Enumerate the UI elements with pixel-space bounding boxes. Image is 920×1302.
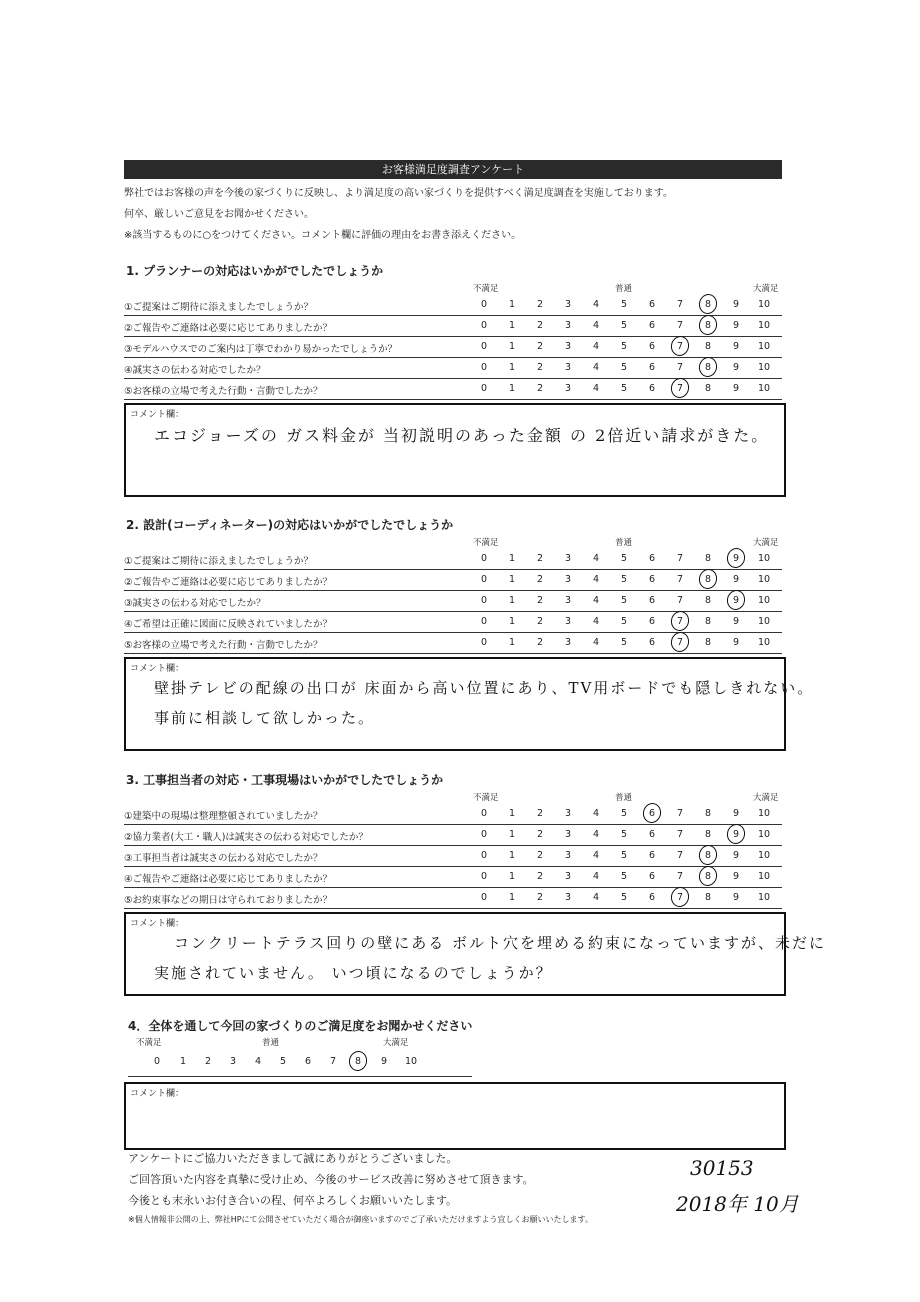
question-label: ⑤お客様の立場で考えた行動・言動でしたか？ bbox=[124, 640, 323, 651]
rating-option[interactable]: 6 bbox=[648, 871, 656, 882]
rating-option[interactable]: 9 bbox=[729, 553, 743, 564]
comment-box[interactable] bbox=[124, 403, 786, 497]
rating-option[interactable]: 8 bbox=[704, 341, 712, 352]
scale-label-high: 大満足 bbox=[753, 284, 779, 294]
rating-option[interactable]: 7 bbox=[676, 362, 684, 373]
rating-option[interactable]: 5 bbox=[620, 320, 628, 331]
comment-label: コメント欄： bbox=[130, 919, 185, 929]
rating-option[interactable]: 9 bbox=[729, 829, 743, 840]
question-label: ①ご提案はご期待に添えましたでしょうか？ bbox=[124, 556, 314, 567]
rating-option[interactable]: 10 bbox=[757, 808, 771, 819]
rating-option[interactable]: 7 bbox=[676, 299, 684, 310]
selected-rating-circle bbox=[347, 1049, 370, 1073]
rating-option[interactable]: 5 bbox=[620, 637, 628, 648]
rating-option[interactable]: 5 bbox=[620, 871, 628, 882]
scale-label-high: 大満足 bbox=[753, 538, 779, 548]
rating-option[interactable]: 1 bbox=[508, 320, 516, 331]
rating-option[interactable]: 1 bbox=[508, 362, 516, 373]
rating-option[interactable]: 3 bbox=[564, 871, 572, 882]
rating-option[interactable]: 2 bbox=[536, 850, 544, 861]
rating-option[interactable]: 0 bbox=[480, 892, 488, 903]
selected-rating-circle bbox=[725, 822, 748, 846]
rating-option[interactable]: 0 bbox=[480, 616, 488, 627]
rating-option[interactable]: 6 bbox=[648, 850, 656, 861]
rating-option[interactable]: 0 bbox=[480, 320, 488, 331]
rating-option[interactable]: 0 bbox=[480, 637, 488, 648]
rating-option[interactable]: 0 bbox=[480, 808, 488, 819]
comment-label: コメント欄： bbox=[130, 1089, 185, 1099]
rating-option[interactable]: 9 bbox=[732, 637, 740, 648]
rating-option[interactable]: 6 bbox=[648, 892, 656, 903]
rating-option[interactable]: 4 bbox=[592, 829, 600, 840]
rating-option[interactable]: 10 bbox=[757, 850, 771, 861]
rating-option[interactable]: 3 bbox=[564, 850, 572, 861]
question-label: ③工事担当者は誠実さの伝わる対応でしたか？ bbox=[124, 853, 323, 864]
question-label: ⑤お約束事などの期日は守られておりましたか？ bbox=[124, 895, 333, 906]
rating-option[interactable]: 2 bbox=[536, 616, 544, 627]
question-row bbox=[124, 846, 782, 867]
rating-option[interactable]: 8 bbox=[704, 616, 712, 627]
rating-option[interactable]: 10 bbox=[404, 1056, 418, 1067]
question-row bbox=[124, 379, 782, 400]
rating-option[interactable]: 5 bbox=[620, 362, 628, 373]
scale-label-mid: 普通 bbox=[262, 1038, 280, 1048]
rating-option[interactable]: 2 bbox=[536, 574, 544, 585]
rating-option[interactable]: 0 bbox=[480, 299, 488, 310]
rating-option[interactable]: 9 bbox=[732, 892, 740, 903]
rating-option[interactable]: 9 bbox=[732, 383, 740, 394]
rating-option[interactable]: 3 bbox=[564, 892, 572, 903]
question-row bbox=[124, 358, 782, 379]
handwritten-date: 2018年 10月 bbox=[676, 1192, 799, 1216]
rating-option[interactable]: 10 bbox=[757, 574, 771, 585]
selected-rating-circle bbox=[669, 630, 692, 654]
rating-option[interactable]: 3 bbox=[229, 1056, 237, 1067]
rating-option[interactable]: 8 bbox=[701, 574, 715, 585]
intro-line: 弊社ではお客様の声を今後の家づくりに反映し、より満足度の高い家づくりを提供すべく満足度調査を実施しております。 bbox=[124, 188, 673, 199]
rating-option[interactable]: 5 bbox=[620, 616, 628, 627]
rating-option[interactable]: 9 bbox=[380, 1056, 388, 1067]
question-label: ③モデルハウスでのご案内は丁寧でわかり易かったでしょうか？ bbox=[124, 344, 398, 355]
question-label: ②ご報告やご連絡は必要に応じてありましたか？ bbox=[124, 577, 333, 588]
comment-label: コメント欄： bbox=[130, 664, 185, 674]
rating-option[interactable]: 1 bbox=[508, 595, 516, 606]
rating-option[interactable]: 8 bbox=[704, 808, 712, 819]
scale-label-low: 不満足 bbox=[473, 793, 499, 803]
rating-option[interactable]: 8 bbox=[704, 637, 712, 648]
rating-option[interactable]: 3 bbox=[564, 595, 572, 606]
rating-option[interactable]: 3 bbox=[564, 362, 572, 373]
rating-option[interactable]: 0 bbox=[480, 362, 488, 373]
rating-option[interactable]: 5 bbox=[620, 892, 628, 903]
comment-label: コメント欄： bbox=[130, 410, 185, 420]
rating-option[interactable]: 3 bbox=[564, 637, 572, 648]
rating-option[interactable]: 5 bbox=[620, 299, 628, 310]
rating-option[interactable]: 6 bbox=[648, 362, 656, 373]
rating-option[interactable]: 7 bbox=[673, 383, 687, 394]
rating-option[interactable]: 9 bbox=[732, 362, 740, 373]
rating-option[interactable]: 6 bbox=[648, 320, 656, 331]
rating-option[interactable]: 4 bbox=[592, 808, 600, 819]
overall-rating-scale bbox=[128, 1036, 472, 1077]
question-row bbox=[124, 295, 782, 316]
rating-option[interactable]: 7 bbox=[676, 320, 684, 331]
selected-rating-circle bbox=[697, 313, 720, 337]
question-label: ④ご希望は正確に図面に反映されていましたか？ bbox=[124, 619, 333, 630]
scale-label-mid: 普通 bbox=[615, 538, 633, 548]
rating-option[interactable]: 5 bbox=[620, 574, 628, 585]
rating-option[interactable]: 3 bbox=[564, 341, 572, 352]
rating-option[interactable]: 4 bbox=[592, 362, 600, 373]
question-row bbox=[124, 591, 782, 612]
rating-option[interactable]: 1 bbox=[508, 616, 516, 627]
section-title: 3. 工事担当者の対応・工事現場はいかがでしたでしょうか bbox=[126, 773, 444, 787]
rating-option[interactable]: 8 bbox=[351, 1056, 365, 1067]
rating-option[interactable]: 0 bbox=[480, 829, 488, 840]
rating-option[interactable]: 5 bbox=[620, 383, 628, 394]
comment-box[interactable] bbox=[124, 912, 827, 996]
selected-rating-circle bbox=[669, 334, 692, 358]
selected-rating-circle bbox=[725, 546, 748, 570]
rating-option[interactable]: 10 bbox=[757, 299, 771, 310]
rating-option[interactable]: 3 bbox=[564, 299, 572, 310]
rating-option[interactable]: 10 bbox=[757, 637, 771, 648]
rating-option[interactable]: 2 bbox=[536, 362, 544, 373]
rating-option[interactable]: 7 bbox=[676, 595, 684, 606]
question-label: ④誠実さの伝わる対応でしたか？ bbox=[124, 365, 266, 376]
rating-option[interactable]: 2 bbox=[536, 892, 544, 903]
intro-line: 何卒、厳しいご意見をお聞かせください。 bbox=[124, 209, 314, 220]
rating-option[interactable]: 7 bbox=[673, 637, 687, 648]
rating-option[interactable]: 1 bbox=[508, 871, 516, 882]
rating-option[interactable]: 6 bbox=[648, 829, 656, 840]
rating-option[interactable]: 9 bbox=[732, 850, 740, 861]
scale-label-low: 不満足 bbox=[473, 538, 499, 548]
handwritten-comment: 実施されていません。 いつ頃になるのでしょうか？ bbox=[154, 964, 553, 982]
rating-option[interactable]: 4 bbox=[592, 341, 600, 352]
rating-option[interactable]: 1 bbox=[508, 808, 516, 819]
rating-option[interactable]: 8 bbox=[704, 595, 712, 606]
rating-option[interactable]: 1 bbox=[508, 829, 516, 840]
rating-option[interactable]: 7 bbox=[676, 553, 684, 564]
rating-option[interactable]: 4 bbox=[592, 299, 600, 310]
rating-option[interactable]: 5 bbox=[620, 850, 628, 861]
rating-option[interactable]: 10 bbox=[757, 383, 771, 394]
question-row bbox=[124, 867, 782, 888]
rating-option[interactable]: 4 bbox=[592, 595, 600, 606]
selected-rating-circle bbox=[697, 567, 720, 591]
selected-rating-circle bbox=[669, 885, 692, 909]
rating-option[interactable]: 7 bbox=[673, 616, 687, 627]
handwritten-comment: コンクリートテラス回りの壁にある ボルト穴を埋める約束になっていますが、未だに bbox=[174, 934, 827, 952]
selected-rating-circle bbox=[697, 864, 720, 888]
rating-option[interactable]: 4 bbox=[592, 320, 600, 331]
rating-option[interactable]: 9 bbox=[732, 616, 740, 627]
selected-rating-circle bbox=[669, 609, 692, 633]
rating-option[interactable]: 2 bbox=[536, 553, 544, 564]
handwritten-comment: 事前に相談して欲しかった。 bbox=[154, 709, 376, 727]
rating-option[interactable]: 0 bbox=[480, 871, 488, 882]
rating-option[interactable]: 4 bbox=[592, 616, 600, 627]
rating-option[interactable]: 4 bbox=[592, 637, 600, 648]
rating-option[interactable]: 1 bbox=[508, 892, 516, 903]
rating-option[interactable]: 1 bbox=[508, 574, 516, 585]
section-title: 1. プランナーの対応はいかがでしたでしょうか bbox=[126, 264, 384, 278]
rating-option[interactable]: 1 bbox=[508, 850, 516, 861]
rating-option[interactable]: 4 bbox=[254, 1056, 262, 1067]
rating-option[interactable]: 6 bbox=[645, 808, 659, 819]
rating-option[interactable]: 8 bbox=[701, 362, 715, 373]
question-row bbox=[124, 888, 782, 909]
rating-option[interactable]: 10 bbox=[757, 362, 771, 373]
rating-option[interactable]: 9 bbox=[732, 871, 740, 882]
rating-option[interactable]: 3 bbox=[564, 616, 572, 627]
handwritten-id: 30153 bbox=[690, 1156, 754, 1180]
rating-option[interactable]: 9 bbox=[732, 320, 740, 331]
scale-label-mid: 普通 bbox=[615, 284, 633, 294]
rating-option[interactable]: 10 bbox=[757, 616, 771, 627]
question-label: ①建築中の現場は整理整頓されていましたか？ bbox=[124, 811, 323, 822]
rating-option[interactable]: 2 bbox=[536, 299, 544, 310]
question-row bbox=[124, 570, 782, 591]
rating-option[interactable]: 6 bbox=[648, 553, 656, 564]
rating-option[interactable]: 3 bbox=[564, 383, 572, 394]
rating-option[interactable]: 8 bbox=[701, 871, 715, 882]
question-row bbox=[124, 549, 782, 570]
rating-option[interactable]: 6 bbox=[648, 595, 656, 606]
question-row bbox=[124, 316, 782, 337]
rating-option[interactable]: 7 bbox=[673, 341, 687, 352]
rating-option[interactable]: 10 bbox=[757, 892, 771, 903]
rating-option[interactable]: 10 bbox=[757, 341, 771, 352]
rating-option[interactable]: 8 bbox=[701, 320, 715, 331]
rating-option[interactable]: 9 bbox=[732, 299, 740, 310]
rating-option[interactable]: 8 bbox=[704, 829, 712, 840]
survey-title: お客様満足度調査アンケート bbox=[124, 160, 782, 179]
rating-option[interactable]: 0 bbox=[480, 850, 488, 861]
rating-option[interactable]: 7 bbox=[676, 574, 684, 585]
rating-option[interactable]: 1 bbox=[508, 341, 516, 352]
rating-option[interactable]: 4 bbox=[592, 553, 600, 564]
rating-option[interactable]: 10 bbox=[757, 553, 771, 564]
rating-option[interactable]: 6 bbox=[304, 1056, 312, 1067]
question-label: ③誠実さの伝わる対応でしたか？ bbox=[124, 598, 266, 609]
section-title: 4．全体を通して今回の家づくりのご満足度をお聞かせください bbox=[128, 1019, 473, 1033]
rating-option[interactable]: 4 bbox=[592, 871, 600, 882]
handwritten-comment: 壁掛テレビの配線の出口が 床面から高い位置にあり、TV用ボードでも隠しきれない。 bbox=[154, 679, 815, 697]
rating-option[interactable]: 7 bbox=[676, 808, 684, 819]
rating-option[interactable]: 2 bbox=[536, 871, 544, 882]
question-row bbox=[124, 804, 782, 825]
rating-option[interactable]: 8 bbox=[704, 892, 712, 903]
closing-line: アンケートにご協力いただきまして誠にありがとうございました。 bbox=[128, 1152, 458, 1165]
rating-option[interactable]: 0 bbox=[480, 595, 488, 606]
scale-label-low: 不満足 bbox=[473, 284, 499, 294]
rating-option[interactable]: 2 bbox=[536, 595, 544, 606]
selected-rating-circle bbox=[697, 292, 720, 316]
closing-line: 今後とも末永いお付き合いの程、何卒よろしくお願いいたします。 bbox=[128, 1194, 458, 1207]
rating-option[interactable]: 2 bbox=[536, 383, 544, 394]
question-row bbox=[124, 633, 782, 654]
closing-line: ご回答頂いた内容を真摯に受け止め、今後のサービス改善に努めさせて頂きます。 bbox=[128, 1173, 534, 1186]
rating-option[interactable]: 5 bbox=[620, 595, 628, 606]
rating-option[interactable]: 10 bbox=[757, 595, 771, 606]
rating-option[interactable]: 6 bbox=[648, 637, 656, 648]
scale-label-high: 大満足 bbox=[753, 793, 779, 803]
question-label: ②協力業者(大工・職人)は誠実さの伝わる対応でしたか？ bbox=[124, 832, 368, 843]
rating-option[interactable]: 7 bbox=[329, 1056, 337, 1067]
rating-option[interactable]: 8 bbox=[701, 299, 715, 310]
rating-option[interactable]: 5 bbox=[620, 553, 628, 564]
rating-option[interactable]: 2 bbox=[536, 829, 544, 840]
question-label: ④ご報告やご連絡は必要に応じてありましたか？ bbox=[124, 874, 333, 885]
rating-option[interactable]: 0 bbox=[480, 553, 488, 564]
rating-option[interactable]: 8 bbox=[704, 553, 712, 564]
rating-option[interactable]: 7 bbox=[676, 871, 684, 882]
comment-box[interactable] bbox=[124, 657, 815, 751]
rating-option[interactable]: 5 bbox=[279, 1056, 287, 1067]
question-label: ②ご報告やご連絡は必要に応じてありましたか？ bbox=[124, 323, 333, 334]
selected-rating-circle bbox=[697, 355, 720, 379]
rating-option[interactable]: 2 bbox=[204, 1056, 212, 1067]
rating-option[interactable]: 2 bbox=[536, 341, 544, 352]
rating-option[interactable]: 2 bbox=[536, 637, 544, 648]
rating-option[interactable]: 8 bbox=[704, 383, 712, 394]
rating-option[interactable]: 10 bbox=[757, 320, 771, 331]
rating-option[interactable]: 5 bbox=[620, 808, 628, 819]
question-row bbox=[124, 612, 782, 633]
handwritten-comment: エコジョーズの ガス料金が 当初説明のあった金額 の 2倍近い請求がきた。 bbox=[154, 426, 770, 445]
rating-option[interactable]: 3 bbox=[564, 553, 572, 564]
rating-option[interactable]: 10 bbox=[757, 829, 771, 840]
rating-option[interactable]: 4 bbox=[592, 892, 600, 903]
rating-option[interactable]: 9 bbox=[732, 808, 740, 819]
rating-option[interactable]: 3 bbox=[564, 808, 572, 819]
question-label: ①ご提案はご期待に添えましたでしょうか？ bbox=[124, 302, 314, 313]
intro-line: ※該当するものに○をつけてください。コメント欄に評価の理由をお書き添えください。 bbox=[124, 230, 522, 241]
rating-option[interactable]: 7 bbox=[676, 829, 684, 840]
footnote: ※個人情報非公開の上、弊社HPにて公開させていただく場合が御座いますのでご了承いただけますよう宜しくお願いいたします。 bbox=[128, 1215, 593, 1224]
selected-rating-circle bbox=[725, 588, 748, 612]
scale-label-mid: 普通 bbox=[615, 793, 633, 803]
rating-option[interactable]: 9 bbox=[732, 341, 740, 352]
rating-option[interactable]: 1 bbox=[508, 637, 516, 648]
rating-option[interactable]: 0 bbox=[480, 341, 488, 352]
rating-option[interactable]: 5 bbox=[620, 341, 628, 352]
rating-option[interactable]: 1 bbox=[508, 553, 516, 564]
rating-option[interactable]: 6 bbox=[648, 616, 656, 627]
rating-option[interactable]: 9 bbox=[729, 595, 743, 606]
rating-option[interactable]: 6 bbox=[648, 341, 656, 352]
rating-option[interactable]: 5 bbox=[620, 829, 628, 840]
comment-box[interactable] bbox=[124, 1082, 786, 1150]
question-label: ⑤お客様の立場で考えた行動・言動でしたか？ bbox=[124, 386, 323, 397]
rating-option[interactable]: 8 bbox=[701, 850, 715, 861]
rating-option[interactable]: 1 bbox=[179, 1056, 187, 1067]
rating-option[interactable]: 6 bbox=[648, 574, 656, 585]
rating-option[interactable]: 3 bbox=[564, 829, 572, 840]
rating-option[interactable]: 7 bbox=[676, 850, 684, 861]
rating-option[interactable]: 0 bbox=[153, 1056, 161, 1067]
rating-option[interactable]: 6 bbox=[648, 383, 656, 394]
rating-option[interactable]: 2 bbox=[536, 320, 544, 331]
rating-option[interactable]: 4 bbox=[592, 850, 600, 861]
scale-label-high: 大満足 bbox=[383, 1038, 409, 1048]
rating-option[interactable]: 3 bbox=[564, 320, 572, 331]
rating-option[interactable]: 9 bbox=[732, 574, 740, 585]
scale-label-low: 不満足 bbox=[136, 1038, 162, 1048]
rating-option[interactable]: 6 bbox=[648, 299, 656, 310]
question-row bbox=[124, 337, 782, 358]
selected-rating-circle bbox=[697, 843, 720, 867]
selected-rating-circle bbox=[641, 801, 664, 825]
rating-option[interactable]: 2 bbox=[536, 808, 544, 819]
rating-option[interactable]: 1 bbox=[508, 383, 516, 394]
rating-option[interactable]: 4 bbox=[592, 574, 600, 585]
section-title: 2. 設計(コーディネーター)の対応はいかがでしたでしょうか bbox=[126, 518, 454, 532]
selected-rating-circle bbox=[669, 376, 692, 400]
rating-option[interactable]: 0 bbox=[480, 383, 488, 394]
rating-option[interactable]: 10 bbox=[757, 871, 771, 882]
rating-option[interactable]: 3 bbox=[564, 574, 572, 585]
rating-option[interactable]: 1 bbox=[508, 299, 516, 310]
rating-option[interactable]: 7 bbox=[673, 892, 687, 903]
rating-option[interactable]: 4 bbox=[592, 383, 600, 394]
question-row bbox=[124, 825, 782, 846]
rating-option[interactable]: 0 bbox=[480, 574, 488, 585]
